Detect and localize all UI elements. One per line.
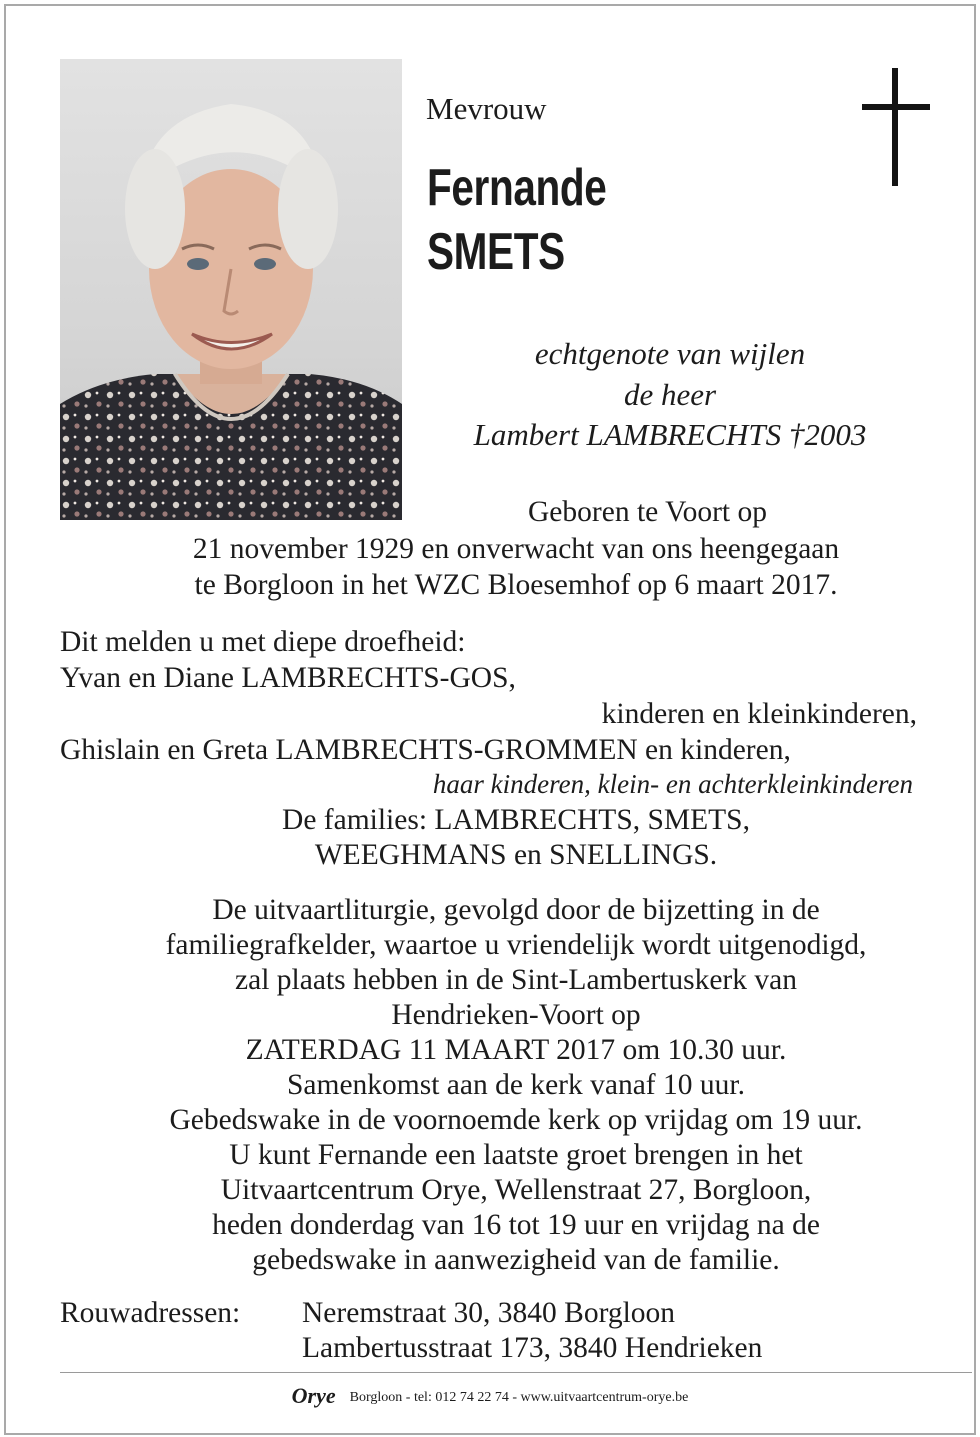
- service-line: Samenkomst aan de kerk vanaf 10 uur.: [287, 1069, 745, 1101]
- salutation: Mevrouw: [426, 91, 547, 126]
- family-1: Yvan en Diane LAMBRECHTS-GOS,: [60, 662, 516, 694]
- orye-logo: Orye: [291, 1383, 336, 1408]
- address-2: Lambertusstraat 173, 3840 Hendrieken: [302, 1332, 763, 1364]
- families-line-2: WEEGHMANS en SNELLINGS.: [314, 839, 718, 871]
- family-2: Ghislain en Greta LAMBRECHTS-GROMMEN en kinderen,: [60, 734, 791, 766]
- addresses-label: Rouwadressen:: [60, 1297, 241, 1329]
- grandchildren-line: haar kinderen, klein- en achterkleinkinderen: [432, 769, 913, 799]
- last-name: SMETS: [427, 223, 565, 281]
- address-1: Neremstraat 30, 3840 Borgloon: [302, 1297, 676, 1329]
- footer-divider: [60, 1372, 972, 1373]
- family-1-suffix: kinderen en kleinkinderen,: [601, 698, 917, 730]
- footer-contact: Borgloon - tel: 012 74 22 74 - www.uitvaartcentrum-orye.be: [349, 1390, 689, 1405]
- birth-line-3: te Borgloon in het WZC Bloesemhof op 6 maart 2017.: [194, 569, 838, 601]
- service-line: gebedswake in aanwezigheid van de familie.: [252, 1244, 780, 1276]
- portrait-photo: [60, 59, 402, 520]
- service-line: Gebedswake in de voornoemde kerk op vrijdag om 19 uur.: [169, 1104, 863, 1136]
- service-line: De uitvaartliturgie, gevolgd door de bijzetting in de: [212, 894, 820, 926]
- service-line: familiegrafkelder, waartoe u vriendelijk wordt uitgenodigd,: [165, 929, 867, 961]
- latin-cross-icon: [862, 68, 932, 188]
- service-line: U kunt Fernande een laatste groet brengen in het: [229, 1139, 803, 1171]
- service-line: Hendrieken-Voort op: [391, 999, 641, 1031]
- service-line: Uitvaartcentrum Orye, Wellenstraat 27, Borgloon,: [220, 1174, 812, 1206]
- first-name: Fernande: [427, 159, 607, 217]
- birth-line-2: 21 november 1929 en onverwacht van ons heengegaan: [192, 533, 840, 565]
- portrait-illustration: [60, 59, 402, 520]
- spouse-line-2: de heer: [623, 377, 717, 412]
- service-line: heden donderdag van 16 tot 19 uur en vrijdag na de: [212, 1209, 820, 1241]
- service-date-line: ZATERDAG 11 MAART 2017 om 10.30 uur.: [245, 1034, 787, 1066]
- service-line: zal plaats hebben in de Sint-Lambertuskerk van: [235, 964, 797, 996]
- spouse-line-3: Lambert LAMBRECHTS †2003: [473, 417, 867, 452]
- footer: [0, 1383, 980, 1409]
- mourners-intro: Dit melden u met diepe droefheid:: [60, 626, 466, 658]
- birth-line-1: Geboren te Voort op: [528, 496, 767, 528]
- families-line-1: De families: LAMBRECHTS, SMETS,: [282, 804, 750, 836]
- spouse-line-1: echtgenote van wijlen: [534, 336, 806, 371]
